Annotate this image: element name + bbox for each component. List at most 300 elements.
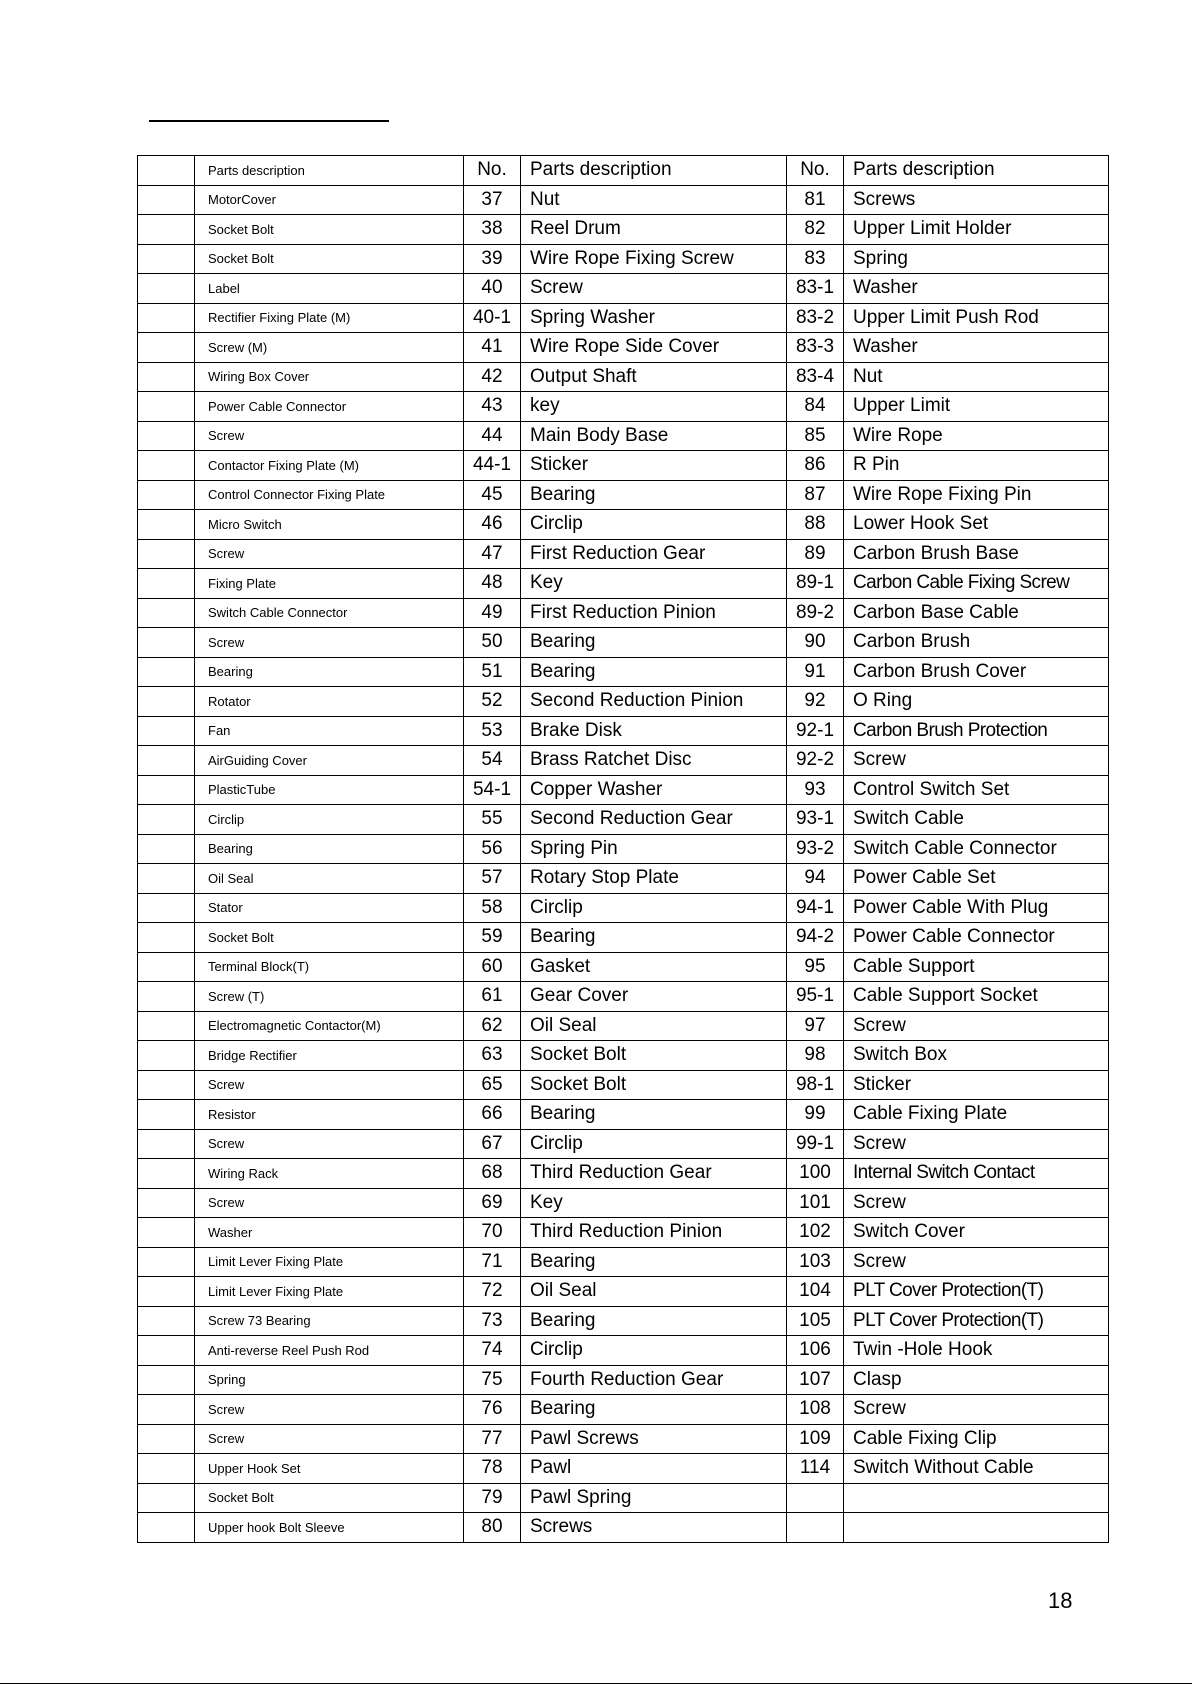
parts-description-cell: key bbox=[521, 392, 787, 422]
parts-description-cell: Stator bbox=[195, 893, 464, 923]
parts-description-cell: Pawl Screws bbox=[521, 1424, 787, 1454]
part-number-cell: 85 bbox=[787, 421, 844, 451]
part-number-cell: 75 bbox=[464, 1365, 521, 1395]
part-number-cell: 59 bbox=[464, 923, 521, 953]
part-number-cell: 90 bbox=[787, 628, 844, 658]
table-row bbox=[138, 834, 1109, 864]
part-number-cell: 74 bbox=[464, 1336, 521, 1366]
parts-description-cell: Cable Fixing Clip bbox=[844, 1424, 1109, 1454]
parts-description-cell: Bearing bbox=[521, 628, 787, 658]
parts-description-cell: Switch Without Cable bbox=[844, 1454, 1109, 1484]
parts-description-cell: Upper hook Bolt Sleeve bbox=[195, 1513, 464, 1543]
part-number-cell: 80 bbox=[464, 1513, 521, 1543]
table-header-row bbox=[138, 156, 1109, 186]
part-number-cell: 41 bbox=[464, 333, 521, 363]
parts-description-cell: Wire Rope Side Cover bbox=[521, 333, 787, 363]
table-row bbox=[138, 952, 1109, 982]
parts-description-cell: Screw bbox=[844, 1129, 1109, 1159]
parts-description-cell: Third Reduction Pinion bbox=[521, 1218, 787, 1248]
table-row bbox=[138, 1188, 1109, 1218]
parts-description-cell: Micro Switch bbox=[195, 510, 464, 540]
table-row bbox=[138, 185, 1109, 215]
table-row bbox=[138, 805, 1109, 835]
parts-description-cell: Output Shaft bbox=[521, 362, 787, 392]
part-number-cell: 43 bbox=[464, 392, 521, 422]
part-number-cell: 69 bbox=[464, 1188, 521, 1218]
parts-description-cell: O Ring bbox=[844, 687, 1109, 717]
parts-description-cell: Upper Limit Push Rod bbox=[844, 303, 1109, 333]
parts-description-cell: Control Connector Fixing Plate bbox=[195, 480, 464, 510]
part-number-cell: 107 bbox=[787, 1365, 844, 1395]
part-number-cell: 94-2 bbox=[787, 923, 844, 953]
part-number-cell: 53 bbox=[464, 716, 521, 746]
parts-description-cell: Pawl bbox=[521, 1454, 787, 1484]
parts-description-cell: Screw bbox=[844, 1188, 1109, 1218]
parts-description-cell: Bridge Rectifier bbox=[195, 1041, 464, 1071]
parts-description-cell: Fourth Reduction Gear bbox=[521, 1365, 787, 1395]
part-number-cell: 92-1 bbox=[787, 716, 844, 746]
table-row bbox=[138, 775, 1109, 805]
parts-description-cell: Fixing Plate bbox=[195, 569, 464, 599]
parts-description-cell: Sticker bbox=[521, 451, 787, 481]
part-number-cell: 95-1 bbox=[787, 982, 844, 1012]
parts-description-cell: Circlip bbox=[521, 510, 787, 540]
row-index-cell bbox=[138, 1070, 195, 1100]
part-number-cell: 47 bbox=[464, 539, 521, 569]
row-index-cell bbox=[138, 657, 195, 687]
table-row bbox=[138, 1100, 1109, 1130]
row-index-cell bbox=[138, 982, 195, 1012]
part-number-cell: 54-1 bbox=[464, 775, 521, 805]
table-row bbox=[138, 539, 1109, 569]
part-number-cell: 99-1 bbox=[787, 1129, 844, 1159]
page-number: 18 bbox=[1048, 1588, 1073, 1613]
part-number-cell: 108 bbox=[787, 1395, 844, 1425]
parts-description-cell: Upper Hook Set bbox=[195, 1454, 464, 1484]
parts-description-cell: First Reduction Gear bbox=[521, 539, 787, 569]
row-index-cell bbox=[138, 805, 195, 835]
parts-description-cell: Socket Bolt bbox=[195, 923, 464, 953]
parts-description-cell: Gear Cover bbox=[521, 982, 787, 1012]
part-number-cell: 88 bbox=[787, 510, 844, 540]
part-number-cell: 100 bbox=[787, 1159, 844, 1189]
parts-description-cell: Screw bbox=[844, 746, 1109, 776]
table-row bbox=[138, 421, 1109, 451]
table-row bbox=[138, 215, 1109, 245]
parts-description-cell: Wiring Rack bbox=[195, 1159, 464, 1189]
parts-description-cell: Parts description bbox=[195, 156, 464, 186]
parts-description-cell: Bearing bbox=[195, 834, 464, 864]
part-number-cell: 73 bbox=[464, 1306, 521, 1336]
part-number-cell: 95 bbox=[787, 952, 844, 982]
parts-description-cell: Lower Hook Set bbox=[844, 510, 1109, 540]
parts-description-cell: Power Cable Connector bbox=[195, 392, 464, 422]
part-number-cell: 98-1 bbox=[787, 1070, 844, 1100]
table-row bbox=[138, 244, 1109, 274]
row-index-cell bbox=[138, 864, 195, 894]
part-number-cell: 40-1 bbox=[464, 303, 521, 333]
table-row bbox=[138, 923, 1109, 953]
parts-description-cell: Spring Washer bbox=[521, 303, 787, 333]
parts-description-cell: Screw bbox=[844, 1247, 1109, 1277]
parts-description-cell: Circlip bbox=[195, 805, 464, 835]
row-index-cell bbox=[138, 628, 195, 658]
part-number-cell: 44 bbox=[464, 421, 521, 451]
part-number-cell: 78 bbox=[464, 1454, 521, 1484]
table-row bbox=[138, 1336, 1109, 1366]
table-row bbox=[138, 598, 1109, 628]
row-index-cell bbox=[138, 510, 195, 540]
row-index-cell bbox=[138, 1188, 195, 1218]
part-number-cell: 101 bbox=[787, 1188, 844, 1218]
part-number-cell: 87 bbox=[787, 480, 844, 510]
part-number-cell: No. bbox=[787, 156, 844, 186]
parts-description-cell: Rotator bbox=[195, 687, 464, 717]
part-number-cell: 83 bbox=[787, 244, 844, 274]
parts-description-cell: Carbon Brush bbox=[844, 628, 1109, 658]
row-index-cell bbox=[138, 1336, 195, 1366]
bottom-divider bbox=[0, 1683, 1192, 1684]
row-index-cell bbox=[138, 1306, 195, 1336]
table-row bbox=[138, 1247, 1109, 1277]
parts-description-cell: Power Cable Set bbox=[844, 864, 1109, 894]
table-row bbox=[138, 392, 1109, 422]
parts-description-cell: Bearing bbox=[521, 480, 787, 510]
parts-description-cell: Socket Bolt bbox=[195, 215, 464, 245]
parts-description-cell: Screw bbox=[195, 1129, 464, 1159]
parts-description-cell: Cable Fixing Plate bbox=[844, 1100, 1109, 1130]
parts-description-cell: Screw (T) bbox=[195, 982, 464, 1012]
table-row bbox=[138, 628, 1109, 658]
row-index-cell bbox=[138, 539, 195, 569]
part-number-cell: 49 bbox=[464, 598, 521, 628]
parts-description-cell: Rotary Stop Plate bbox=[521, 864, 787, 894]
parts-description-cell: R Pin bbox=[844, 451, 1109, 481]
row-index-cell bbox=[138, 1129, 195, 1159]
parts-description-cell: Bearing bbox=[521, 1395, 787, 1425]
parts-description-cell: Circlip bbox=[521, 893, 787, 923]
part-number-cell: 89-2 bbox=[787, 598, 844, 628]
part-number-cell: 77 bbox=[464, 1424, 521, 1454]
parts-description-cell: Screw bbox=[195, 1395, 464, 1425]
parts-description-cell: Screw 73 Bearing bbox=[195, 1306, 464, 1336]
table-row bbox=[138, 716, 1109, 746]
parts-description-cell: Brass Ratchet Disc bbox=[521, 746, 787, 776]
row-index-cell bbox=[138, 156, 195, 186]
row-index-cell bbox=[138, 480, 195, 510]
part-number-cell: 67 bbox=[464, 1129, 521, 1159]
row-index-cell bbox=[138, 1041, 195, 1071]
table-row bbox=[138, 451, 1109, 481]
parts-description-cell: Reel Drum bbox=[521, 215, 787, 245]
table-row bbox=[138, 1454, 1109, 1484]
part-number-cell: 66 bbox=[464, 1100, 521, 1130]
part-number-cell bbox=[787, 1483, 844, 1513]
row-index-cell bbox=[138, 1277, 195, 1307]
parts-description-cell: Switch Cable Connector bbox=[844, 834, 1109, 864]
part-number-cell: 92 bbox=[787, 687, 844, 717]
part-number-cell: 94-1 bbox=[787, 893, 844, 923]
part-number-cell: 82 bbox=[787, 215, 844, 245]
parts-description-cell: MotorCover bbox=[195, 185, 464, 215]
parts-description-cell: Key bbox=[521, 1188, 787, 1218]
part-number-cell: 50 bbox=[464, 628, 521, 658]
parts-description-cell: Carbon Brush Protection bbox=[844, 716, 1109, 746]
part-number-cell: 91 bbox=[787, 657, 844, 687]
part-number-cell: 56 bbox=[464, 834, 521, 864]
part-number-cell: 83-4 bbox=[787, 362, 844, 392]
parts-description-cell: Bearing bbox=[521, 1100, 787, 1130]
table-row bbox=[138, 1306, 1109, 1336]
parts-description-cell: Screw bbox=[195, 628, 464, 658]
table-row bbox=[138, 480, 1109, 510]
parts-description-cell: Power Cable With Plug bbox=[844, 893, 1109, 923]
part-number-cell: 42 bbox=[464, 362, 521, 392]
table-row bbox=[138, 864, 1109, 894]
parts-description-cell: Wire Rope bbox=[844, 421, 1109, 451]
part-number-cell: 89 bbox=[787, 539, 844, 569]
part-number-cell: 93 bbox=[787, 775, 844, 805]
parts-description-cell: Circlip bbox=[521, 1336, 787, 1366]
parts-description-cell: Contactor Fixing Plate (M) bbox=[195, 451, 464, 481]
parts-description-cell: Spring bbox=[195, 1365, 464, 1395]
parts-description-cell: Sticker bbox=[844, 1070, 1109, 1100]
part-number-cell: 109 bbox=[787, 1424, 844, 1454]
parts-table bbox=[137, 155, 1109, 1543]
part-number-cell: 93-1 bbox=[787, 805, 844, 835]
table-row bbox=[138, 362, 1109, 392]
parts-description-cell: Parts description bbox=[521, 156, 787, 186]
parts-description-cell: Nut bbox=[844, 362, 1109, 392]
part-number-cell: 94 bbox=[787, 864, 844, 894]
table-row bbox=[138, 1277, 1109, 1307]
table-row bbox=[138, 1395, 1109, 1425]
row-index-cell bbox=[138, 303, 195, 333]
parts-description-cell: Cable Support bbox=[844, 952, 1109, 982]
table-row bbox=[138, 1483, 1109, 1513]
row-index-cell bbox=[138, 1483, 195, 1513]
row-index-cell bbox=[138, 1513, 195, 1543]
parts-description-cell: Bearing bbox=[195, 657, 464, 687]
part-number-cell: No. bbox=[464, 156, 521, 186]
part-number-cell: 40 bbox=[464, 274, 521, 304]
part-number-cell: 76 bbox=[464, 1395, 521, 1425]
parts-description-cell: Spring bbox=[844, 244, 1109, 274]
parts-description-cell: Label bbox=[195, 274, 464, 304]
part-number-cell: 63 bbox=[464, 1041, 521, 1071]
row-index-cell bbox=[138, 392, 195, 422]
row-index-cell bbox=[138, 923, 195, 953]
row-index-cell bbox=[138, 451, 195, 481]
parts-description-cell: Terminal Block(T) bbox=[195, 952, 464, 982]
row-index-cell bbox=[138, 362, 195, 392]
parts-description-cell: Twin -Hole Hook bbox=[844, 1336, 1109, 1366]
row-index-cell bbox=[138, 1247, 195, 1277]
parts-description-cell: Spring Pin bbox=[521, 834, 787, 864]
row-index-cell bbox=[138, 1011, 195, 1041]
parts-description-cell: Screw bbox=[195, 1188, 464, 1218]
parts-description-cell bbox=[844, 1483, 1109, 1513]
part-number-cell: 98 bbox=[787, 1041, 844, 1071]
parts-description-cell: Pawl Spring bbox=[521, 1483, 787, 1513]
parts-description-cell: Key bbox=[521, 569, 787, 599]
row-index-cell bbox=[138, 1454, 195, 1484]
table-row bbox=[138, 746, 1109, 776]
parts-description-cell: Screw bbox=[844, 1011, 1109, 1041]
row-index-cell bbox=[138, 1365, 195, 1395]
parts-description-cell: Brake Disk bbox=[521, 716, 787, 746]
row-index-cell bbox=[138, 244, 195, 274]
row-index-cell bbox=[138, 893, 195, 923]
row-index-cell bbox=[138, 333, 195, 363]
parts-description-cell: Second Reduction Pinion bbox=[521, 687, 787, 717]
row-index-cell bbox=[138, 716, 195, 746]
parts-description-cell: Switch Cover bbox=[844, 1218, 1109, 1248]
part-number-cell: 72 bbox=[464, 1277, 521, 1307]
part-number-cell: 103 bbox=[787, 1247, 844, 1277]
row-index-cell bbox=[138, 1395, 195, 1425]
parts-table-body bbox=[138, 156, 1109, 1543]
parts-description-cell: First Reduction Pinion bbox=[521, 598, 787, 628]
part-number-cell: 81 bbox=[787, 185, 844, 215]
part-number-cell bbox=[787, 1513, 844, 1543]
row-index-cell bbox=[138, 746, 195, 776]
table-row bbox=[138, 657, 1109, 687]
table-row bbox=[138, 1513, 1109, 1543]
part-number-cell: 68 bbox=[464, 1159, 521, 1189]
parts-description-cell: Nut bbox=[521, 185, 787, 215]
parts-description-cell: Screws bbox=[521, 1513, 787, 1543]
table-row bbox=[138, 982, 1109, 1012]
part-number-cell: 46 bbox=[464, 510, 521, 540]
part-number-cell: 106 bbox=[787, 1336, 844, 1366]
parts-description-cell: Screw bbox=[521, 274, 787, 304]
parts-description-cell: Fan bbox=[195, 716, 464, 746]
part-number-cell: 39 bbox=[464, 244, 521, 274]
part-number-cell: 70 bbox=[464, 1218, 521, 1248]
parts-description-cell: Rectifier Fixing Plate (M) bbox=[195, 303, 464, 333]
parts-description-cell: PLT Cover Protection(T) bbox=[844, 1306, 1109, 1336]
parts-description-cell: Electromagnetic Contactor(M) bbox=[195, 1011, 464, 1041]
part-number-cell: 105 bbox=[787, 1306, 844, 1336]
part-number-cell: 52 bbox=[464, 687, 521, 717]
parts-description-cell: Third Reduction Gear bbox=[521, 1159, 787, 1189]
part-number-cell: 45 bbox=[464, 480, 521, 510]
part-number-cell: 79 bbox=[464, 1483, 521, 1513]
parts-description-cell: Screw (M) bbox=[195, 333, 464, 363]
part-number-cell: 83-2 bbox=[787, 303, 844, 333]
part-number-cell: 89-1 bbox=[787, 569, 844, 599]
part-number-cell: 61 bbox=[464, 982, 521, 1012]
parts-description-cell: Control Switch Set bbox=[844, 775, 1109, 805]
parts-description-cell: Washer bbox=[844, 274, 1109, 304]
parts-description-cell: Washer bbox=[195, 1218, 464, 1248]
table-row bbox=[138, 569, 1109, 599]
part-number-cell: 38 bbox=[464, 215, 521, 245]
part-number-cell: 48 bbox=[464, 569, 521, 599]
parts-description-cell: Switch Box bbox=[844, 1041, 1109, 1071]
parts-description-cell: Resistor bbox=[195, 1100, 464, 1130]
parts-description-cell: Power Cable Connector bbox=[844, 923, 1109, 953]
title-underline bbox=[149, 120, 389, 122]
table-row bbox=[138, 333, 1109, 363]
parts-description-cell: Carbon Brush Cover bbox=[844, 657, 1109, 687]
parts-description-cell: Wiring Box Cover bbox=[195, 362, 464, 392]
table-row bbox=[138, 510, 1109, 540]
row-index-cell bbox=[138, 598, 195, 628]
table-row bbox=[138, 687, 1109, 717]
parts-description-cell: Oil Seal bbox=[521, 1277, 787, 1307]
part-number-cell: 104 bbox=[787, 1277, 844, 1307]
parts-description-cell: Socket Bolt bbox=[195, 1483, 464, 1513]
parts-description-cell: Oil Seal bbox=[521, 1011, 787, 1041]
row-index-cell bbox=[138, 952, 195, 982]
parts-description-cell: Carbon Base Cable bbox=[844, 598, 1109, 628]
part-number-cell: 84 bbox=[787, 392, 844, 422]
parts-description-cell: Switch Cable bbox=[844, 805, 1109, 835]
row-index-cell bbox=[138, 274, 195, 304]
parts-description-cell: Copper Washer bbox=[521, 775, 787, 805]
part-number-cell: 54 bbox=[464, 746, 521, 776]
part-number-cell: 83-1 bbox=[787, 274, 844, 304]
parts-description-cell: Screw bbox=[195, 1070, 464, 1100]
parts-description-cell: Switch Cable Connector bbox=[195, 598, 464, 628]
table-row bbox=[138, 1365, 1109, 1395]
parts-description-cell: Anti-reverse Reel Push Rod bbox=[195, 1336, 464, 1366]
table-row bbox=[138, 1011, 1109, 1041]
part-number-cell: 99 bbox=[787, 1100, 844, 1130]
part-number-cell: 102 bbox=[787, 1218, 844, 1248]
row-index-cell bbox=[138, 569, 195, 599]
table-row bbox=[138, 1159, 1109, 1189]
parts-description-cell: Socket Bolt bbox=[195, 244, 464, 274]
part-number-cell: 71 bbox=[464, 1247, 521, 1277]
part-number-cell: 57 bbox=[464, 864, 521, 894]
part-number-cell: 92-2 bbox=[787, 746, 844, 776]
parts-description-cell: Screw bbox=[844, 1395, 1109, 1425]
part-number-cell: 83-3 bbox=[787, 333, 844, 363]
parts-description-cell: Screw bbox=[195, 1424, 464, 1454]
part-number-cell: 65 bbox=[464, 1070, 521, 1100]
row-index-cell bbox=[138, 185, 195, 215]
parts-description-cell: Bearing bbox=[521, 657, 787, 687]
parts-description-cell: Upper Limit bbox=[844, 392, 1109, 422]
row-index-cell bbox=[138, 1218, 195, 1248]
parts-description-cell: Screw bbox=[195, 539, 464, 569]
parts-description-cell: Socket Bolt bbox=[521, 1070, 787, 1100]
parts-description-cell bbox=[844, 1513, 1109, 1543]
parts-description-cell: Carbon Brush Base bbox=[844, 539, 1109, 569]
parts-description-cell: PlasticTube bbox=[195, 775, 464, 805]
row-index-cell bbox=[138, 1424, 195, 1454]
part-number-cell: 51 bbox=[464, 657, 521, 687]
parts-description-cell: Wire Rope Fixing Screw bbox=[521, 244, 787, 274]
row-index-cell bbox=[138, 1100, 195, 1130]
table-row bbox=[138, 274, 1109, 304]
parts-description-cell: Upper Limit Holder bbox=[844, 215, 1109, 245]
parts-description-cell: Washer bbox=[844, 333, 1109, 363]
part-number-cell: 58 bbox=[464, 893, 521, 923]
row-index-cell bbox=[138, 215, 195, 245]
table-row bbox=[138, 893, 1109, 923]
parts-description-cell: PLT Cover Protection(T) bbox=[844, 1277, 1109, 1307]
parts-description-cell: Circlip bbox=[521, 1129, 787, 1159]
parts-description-cell: Socket Bolt bbox=[521, 1041, 787, 1071]
row-index-cell bbox=[138, 834, 195, 864]
table-row bbox=[138, 1424, 1109, 1454]
parts-description-cell: Wire Rope Fixing Pin bbox=[844, 480, 1109, 510]
part-number-cell: 60 bbox=[464, 952, 521, 982]
